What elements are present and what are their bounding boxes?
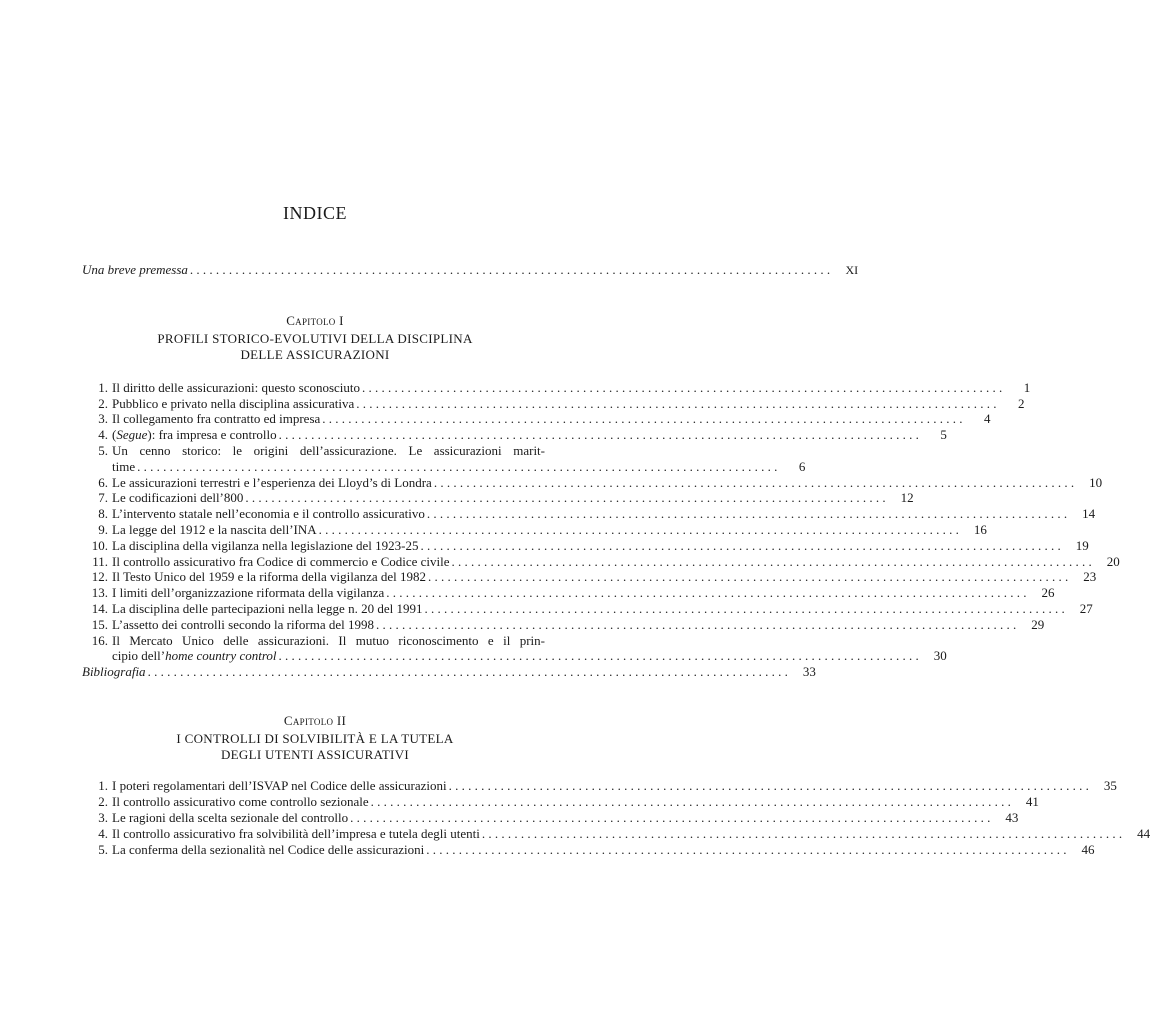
chapter-2-title-line1: I CONTROLLI DI SOLVIBILITÀ E LA TUTELA [176, 731, 454, 746]
toc-entry: 8. L’intervento statale nell’economia e il controllo assicurativo . . . 14 [82, 506, 545, 522]
chapter-1-title-line1: PROFILI STORICO-EVOLUTIVI DELLA DISCIPLINA [157, 331, 473, 346]
toc-entry: 9. La legge del 1912 e la nascita dell’INA . . . 16 [82, 522, 545, 538]
toc-entry: 3. Le ragioni della scelta sezionale del controllo . . . 43 [82, 810, 545, 826]
toc-entry-text: Una breve premessa [82, 262, 188, 277]
toc-entry-preface [82, 262, 859, 278]
toc-entry: 15. L’assetto dei controlli secondo la riforma del 1998 . . . 29 [82, 617, 545, 633]
toc-entry: 1. I poteri regolamentari dell’ISVAP nel Codice delle assicurazioni . . . 35 [82, 778, 545, 794]
toc-entry-page: XI [845, 263, 859, 277]
leader-dots [190, 262, 830, 278]
page-title: INDICE [283, 203, 347, 223]
toc-entry: 4. (Segue): fra impresa e controllo . . . 5 [82, 427, 545, 443]
toc-entry-continuation: time . . . 6 [112, 459, 545, 475]
toc-entry: 5. La conferma della sezionalità nel Codice delle assicurazioni . . . 46 [82, 842, 545, 858]
toc-entry: 12. Il Testo Unico del 1959 e la riforma della vigilanza del 1982 . . . 23 [82, 569, 545, 585]
toc-entry: 1. Il diritto delle assicurazioni: questo sconosciuto . . . 1 [82, 380, 545, 396]
chapter-2-label: Capitolo II [283, 713, 347, 728]
toc-entry: 11. Il controllo assicurativo fra Codice di commercio e Codice civile . . . 20 [82, 554, 545, 570]
toc-entry: 4. Il controllo assicurativo fra solvibilità dell’impresa e tutela degli utenti . . . 44 [82, 826, 545, 842]
toc-entry: 14. La disciplina delle partecipazioni nella legge n. 20 del 1991 . . . 27 [82, 601, 545, 617]
toc-entry: 2. Il controllo assicurativo come controllo sezionale . . . 41 [82, 794, 545, 810]
toc-entry: 6. Le assicurazioni terrestri e l’esperienza dei Lloyd’s di Londra . . . 10 [82, 475, 545, 491]
toc-entry: 3. Il collegamento fra contratto ed impresa . . . 4 [82, 411, 545, 427]
toc-entry: 13. I limiti dell’organizzazione riformata della vigilanza . . . 26 [82, 585, 545, 601]
toc-entry: 16. Il Mercato Unico delle assicurazioni. Il mutuo riconoscimento e il prin- [91, 633, 545, 648]
toc-entry-bibliography: Bibliografia . . . 33 [82, 664, 545, 680]
chapter-1-title-line2: DELLE ASSICURAZIONI [240, 347, 390, 362]
chapter-1-label: Capitolo I [286, 313, 344, 328]
toc-entry: 2. Pubblico e privato nella disciplina assicurativa . . . 2 [82, 396, 545, 412]
toc-entry: 7. Le codificazioni dell’800 . . . 12 [82, 490, 545, 506]
chapter-2-title-line2: DEGLI UTENTI ASSICURATIVI [220, 747, 410, 762]
toc-entry: 10. La disciplina della vigilanza nella legislazione del 1923-25 . . . 19 [82, 538, 545, 554]
toc-entry: 5. Un cenno storico: le origini dell’assicurazione. Le assicurazioni marit- [98, 443, 545, 458]
toc-entry-continuation: cipio dell’home country control . . . 30 [112, 648, 545, 664]
